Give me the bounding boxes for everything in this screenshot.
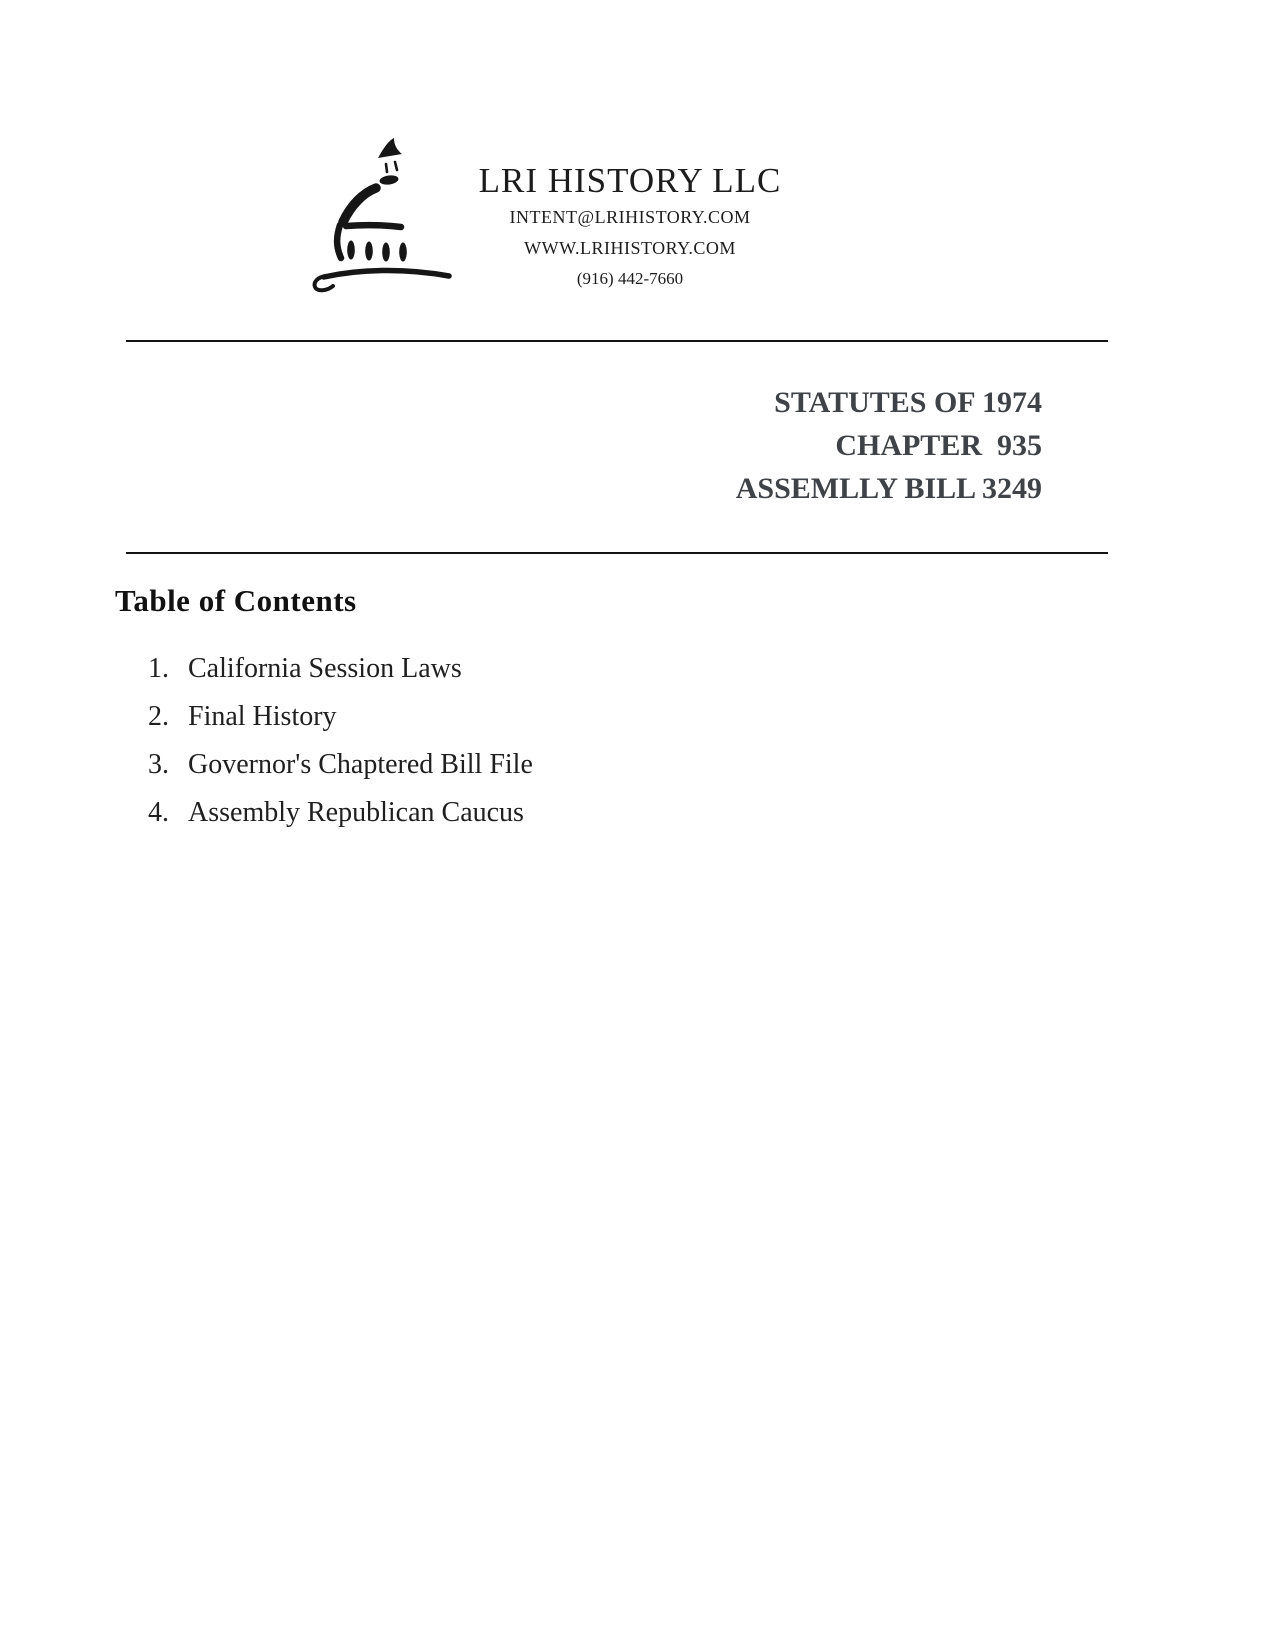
- toc-item-label: Assembly Republican Caucus: [188, 797, 524, 828]
- company-header: [440, 160, 820, 294]
- toc-item: [148, 645, 533, 693]
- company-phone: (916) 442-7660: [576, 269, 684, 288]
- company-name: LRI HISTORY LLC: [478, 161, 782, 200]
- statutes-year-line: STATUTES OF 1974: [774, 386, 1042, 419]
- toc-item: [148, 693, 533, 741]
- toc-heading: Table of Contents: [115, 583, 357, 618]
- chapter-line: CHAPTER 935: [835, 429, 1042, 462]
- toc-item-label: Final History: [188, 701, 337, 732]
- capitol-dome-logo-icon: [290, 125, 460, 300]
- toc-item-number: 2.: [148, 701, 169, 732]
- divider-bottom: [126, 552, 1108, 554]
- toc-item-label: Governor's Chaptered Bill File: [188, 749, 533, 780]
- toc-item: [148, 741, 533, 789]
- statute-title-block: [126, 381, 1042, 510]
- company-website: WWW.LRIHISTORY.COM: [524, 238, 736, 258]
- toc-item-number: 3.: [148, 749, 169, 780]
- assembly-bill-line: ASSEMLLY BILL 3249: [735, 472, 1042, 505]
- toc-item-number: 4.: [148, 797, 169, 828]
- toc-item-label: California Session Laws: [188, 653, 462, 684]
- toc-list: [148, 645, 533, 837]
- toc-item-number: 1.: [148, 653, 169, 684]
- divider-top: [126, 340, 1108, 342]
- toc-item: [148, 789, 533, 837]
- company-email: INTENT@LRIHISTORY.COM: [509, 207, 751, 227]
- capitol-dome-logo-svg: [290, 125, 460, 300]
